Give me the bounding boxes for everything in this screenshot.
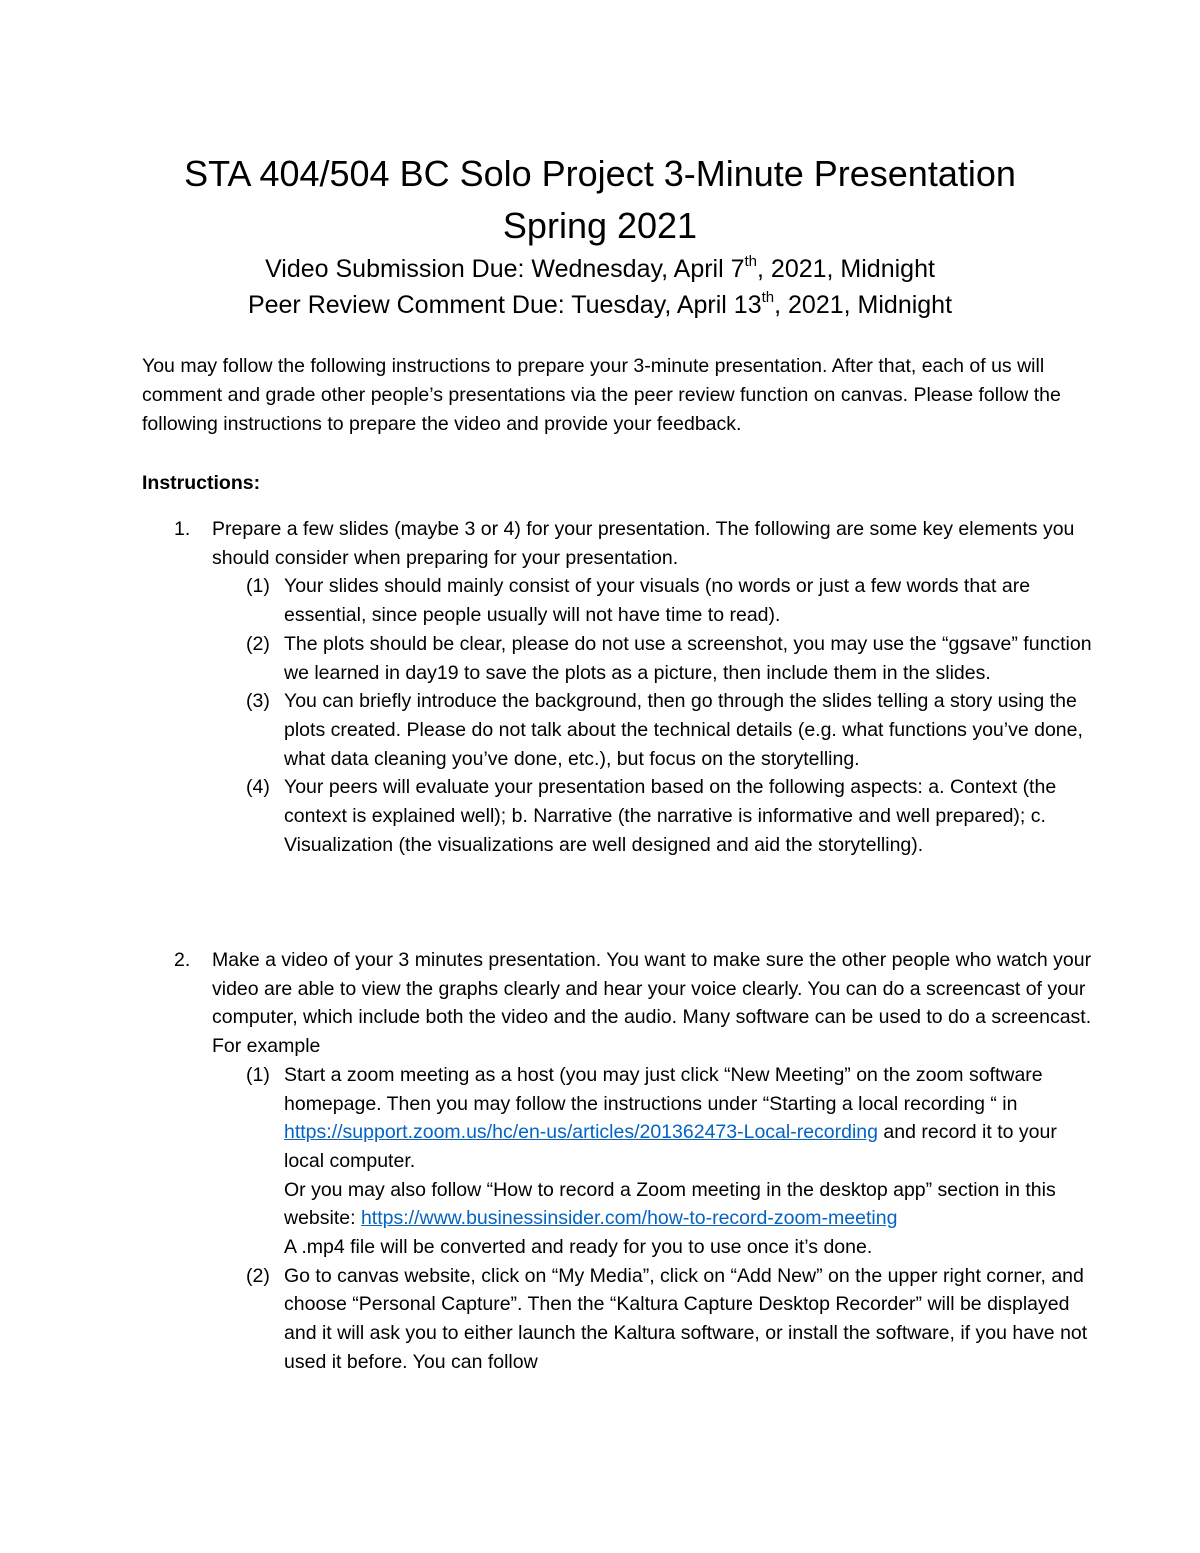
sub-list-item (212, 773, 1092, 859)
sub-item-number: (4) (246, 776, 270, 799)
sub-item-number: (2) (246, 632, 270, 655)
sub-list-item (212, 572, 1092, 629)
sub-item-text: Your peers will evaluate your presentation based on the following aspects: a. Context (the context is explained well); b. Narrative (the narrative is informative and well prepared); c. Visualization (the visualizations are well designed and aid the storytelling). (284, 776, 1057, 856)
sub-list-item (212, 1262, 1092, 1377)
businessinsider-link[interactable]: https://www.businessinsider.com/how-to-record-zoom-meeting (360, 1207, 898, 1230)
sub-item-text: You can briefly introduce the background, then go through the slides telling a story using the plots created. Please do not talk about the technical details (e.g. what functions you’ve done, what data cleaning you’ve done, etc.), but focus on the storytelling. (284, 690, 1083, 770)
sub-list-item (212, 687, 1092, 773)
sub-item-text: Go to canvas website, click on “My Media”, click on “Add New” on the upper right corner, and choose “Personal Capture”. Then the “Kaltura Capture Desktop Recorder” will be displayed and it will ask you to either launch the Kaltura software, or install the software, if you have not used it before. You can follow (284, 1264, 1088, 1373)
sub-item-number: (1) (246, 1063, 270, 1086)
intro-paragraph: You may follow the following instructions to prepare your 3-minute presentation. After that, each of us will comment and grade other people’s presentations via the peer review function on canvas. Please follow the following instructions to prepare the video and provide your feedback. (142, 355, 1061, 435)
sub-item-number: (3) (246, 690, 270, 713)
peer-review-due-date: Peer Review Comment Due: Tuesday, April 13th, 2021, Midnight (247, 289, 953, 319)
list-item-text: Make a video of your 3 minutes presentation. You want to make sure the other people who watch your video are able to view the graphs clearly and hear your voice clearly. You can do a screencast of your computer, which include both the video and the audio. Many software can be used to do a screencast. For example (212, 949, 1092, 1058)
list-item-number: 2. (174, 949, 191, 971)
sub-list-item (212, 1061, 1092, 1262)
sub-list-item (212, 630, 1092, 687)
list-item (142, 946, 1092, 1377)
list-item-text: Prepare a few slides (maybe 3 or 4) for your presentation. The following are some key elements you should consider when preparing for your presentation. (212, 518, 1075, 569)
sub-item-text: The plots should be clear, please do not use a screenshot, you may use the “ggsave” function we learned in day19 to save the plots as a picture, then include them in the slides. (284, 632, 1092, 684)
sub-item-number: (1) (246, 575, 270, 598)
document-subtitle-term: Spring 2021 (502, 205, 698, 246)
video-due-date: Video Submission Due: Wednesday, April 7th, 2021, Midnight (265, 253, 935, 283)
sub-item-text: Start a zoom meeting as a host (you may just click “New Meeting” on the zoom software homepage. Then you may follow the instructions under “Starting a local recording “ in https://support.zoom.us/hc/en-us/articles/201362473-Local-recording and record it to your local computer. Or you may also follow “How to record a Zoom meeting in the desktop app” section in this website: https://www.businessinsider.com/how-to-record-zoom-meeting A .mp4 file will be converted and ready for you to use once it’s done. (284, 1063, 1057, 1259)
list-item-number: 1. (174, 518, 191, 540)
sub-item-number: (2) (246, 1264, 270, 1287)
document-title: STA 404/504 BC Solo Project 3-Minute Presentation (184, 153, 1016, 194)
sub-item-text: Your slides should mainly consist of your visuals (no words or just a few words that are essential, since people usually will not have time to read). (284, 575, 1031, 627)
instructions-heading: Instructions: (142, 472, 261, 494)
zoom-local-recording-link[interactable]: https://support.zoom.us/hc/en-us/articles/201362473-Local-recording (284, 1121, 878, 1144)
list-item (142, 515, 1092, 859)
